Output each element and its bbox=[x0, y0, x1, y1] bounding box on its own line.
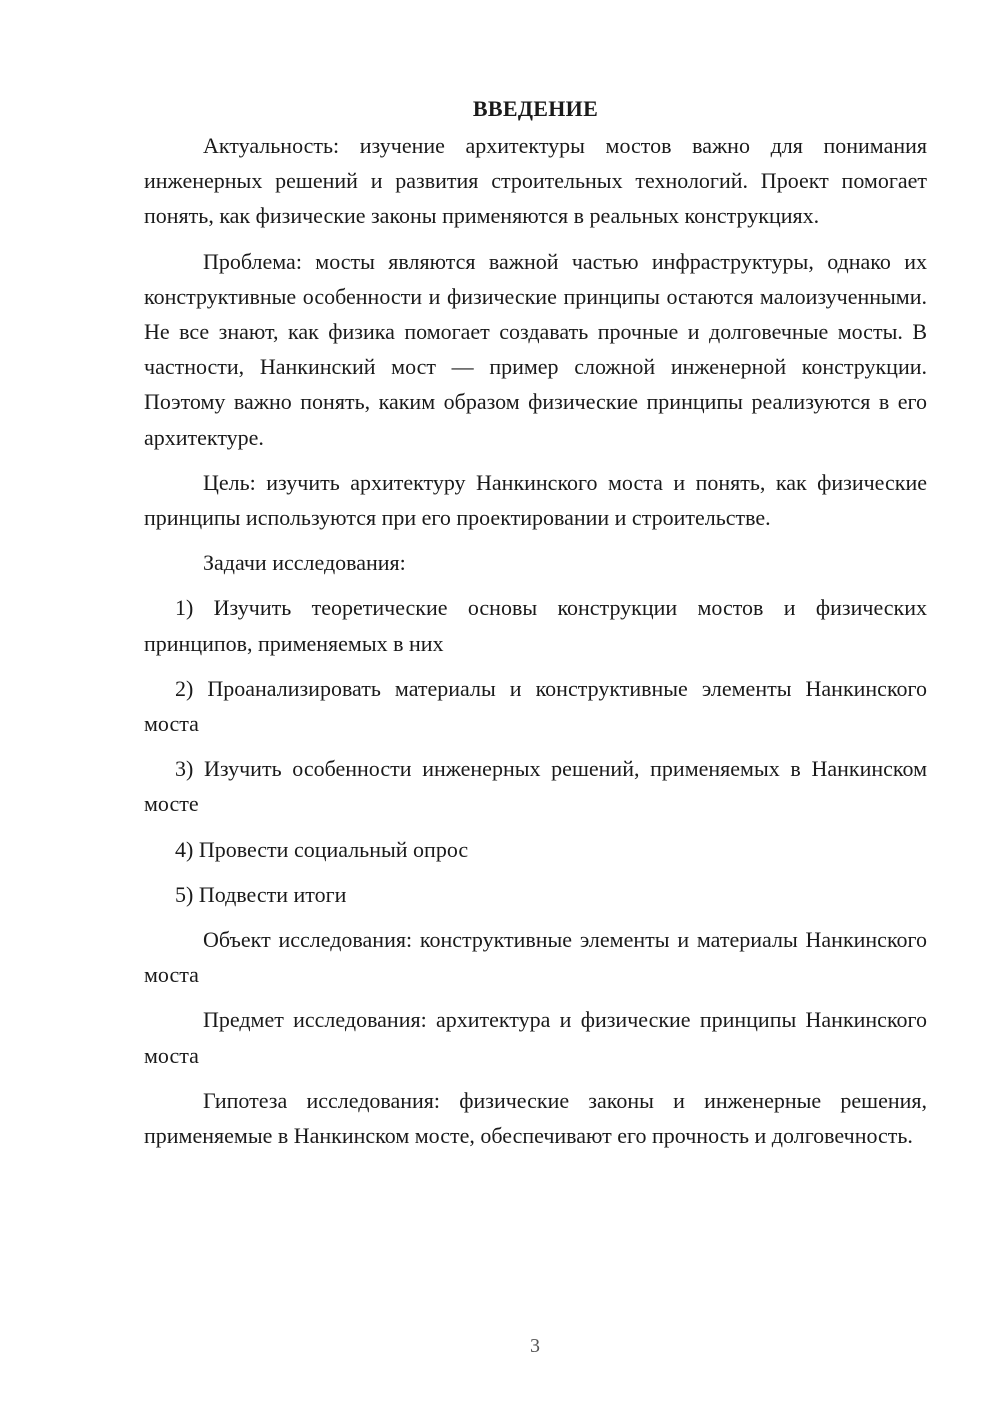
task-item-1: 1) Изучить теоретические основы конструкции мостов и физических принципов, применяемых в них bbox=[144, 595, 927, 656]
task-item-4: 4) Провести социальный опрос bbox=[175, 836, 469, 862]
task-item-5: 5) Подвести итоги bbox=[175, 881, 347, 907]
tasks-heading: Задачи исследования: bbox=[203, 550, 406, 576]
relevance-paragraph: Актуальность: изучение архитектуры мостов важно для понимания инженерных решений и развития строительных технологий. Проект помогает понять, как физические законы применяются в реальных конструкциях. bbox=[144, 133, 927, 229]
page-title: ВВЕДЕНИЕ bbox=[472, 96, 599, 121]
page-number: 3 bbox=[530, 1335, 540, 1357]
document-page bbox=[144, 94, 927, 1153]
task-item-3: 3) Изучить особенности инженерных решений, применяемых в Нанкинском мосте bbox=[144, 756, 927, 817]
subject-paragraph: Предмет исследования: архитектура и физические принципы Нанкинского моста bbox=[144, 1007, 927, 1068]
goal-paragraph: Цель: изучить архитектуру Нанкинского моста и понять, как физические принципы используются при его проектировании и строительстве. bbox=[144, 469, 927, 531]
problem-paragraph: Проблема: мосты являются важной частью инфраструктуры, однако их конструктивные особенности и физические принципы остаются малоизученными. Не все знают, как физика помогает создавать прочные и долговечные мосты. В частности, Нанкинский мост — пример сложной инженерной конструкции. Поэтому важно понять, каким образом физические принципы реализуются в его архитектуре. bbox=[144, 248, 927, 450]
object-paragraph: Объект исследования: конструктивные элементы и материалы Нанкинского моста bbox=[144, 927, 927, 988]
hypothesis-paragraph: Гипотеза исследования: физические законы и инженерные решения, применяемые в Нанкинском мосте, обеспечивают его прочность и долговечность. bbox=[144, 1087, 927, 1149]
task-item-2: 2) Проанализировать материалы и конструктивные элементы Нанкинского моста bbox=[144, 675, 927, 737]
